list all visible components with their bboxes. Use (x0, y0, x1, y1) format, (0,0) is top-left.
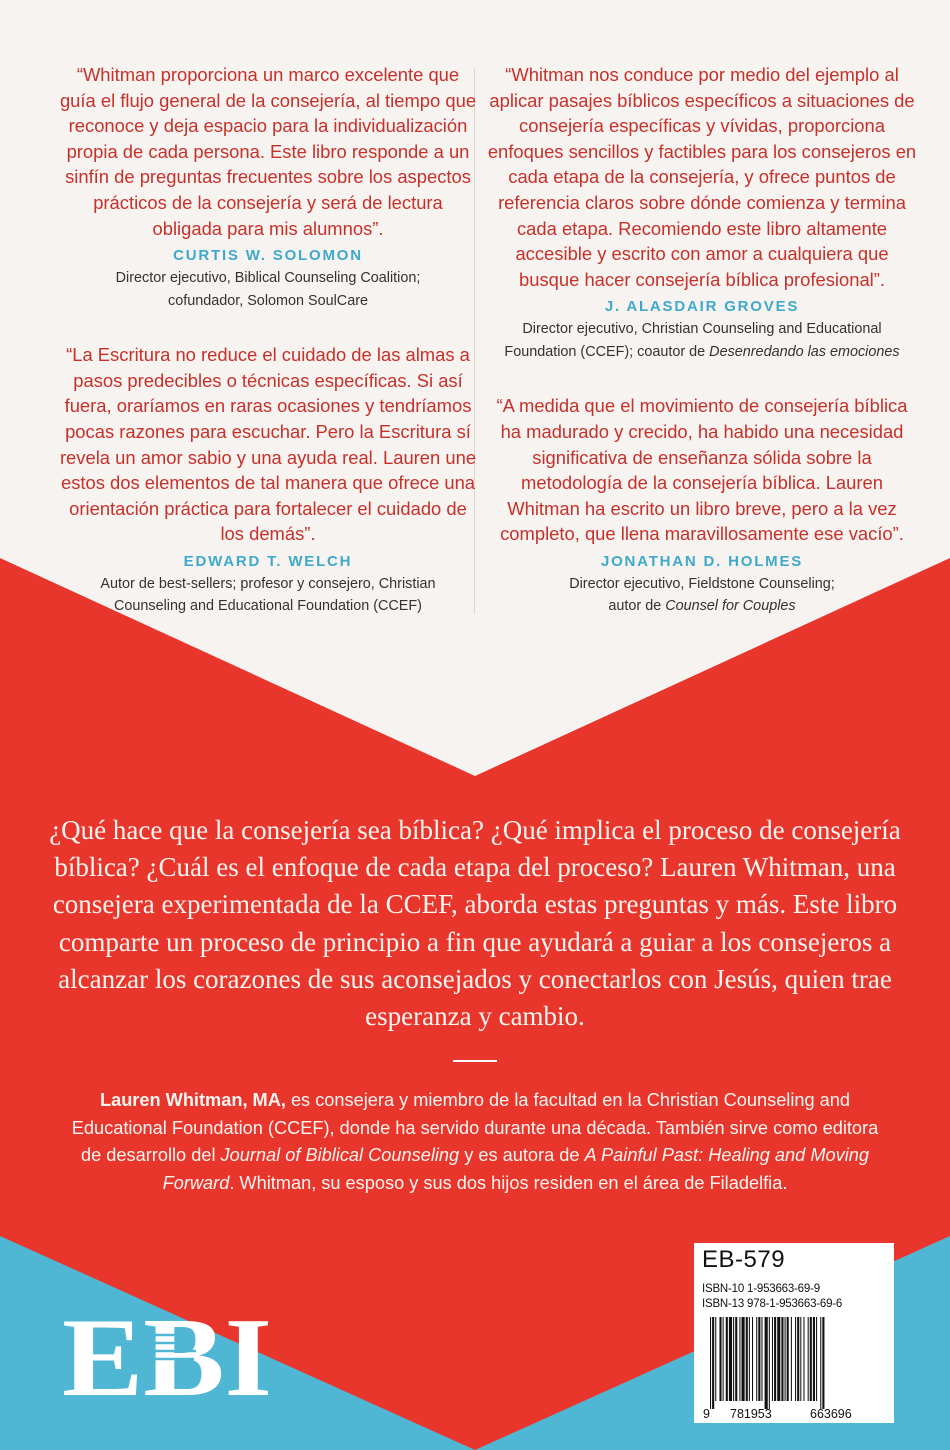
endorsement-welch (58, 342, 478, 618)
barcode-bar (795, 1317, 796, 1401)
product-code: EB-579 (702, 1246, 786, 1273)
endorsement-author: JONATHAN D. HOLMES (600, 552, 804, 570)
barcode-bar (781, 1317, 783, 1401)
barcode-bar (735, 1317, 737, 1401)
endorsement-author: EDWARD T. WELCH (183, 552, 353, 570)
barcode-digit-first: 9 (703, 1407, 710, 1421)
author-name: Lauren Whitman, MA, (99, 1090, 286, 1110)
endorsement-groves (486, 62, 918, 363)
book-description: ¿Qué hace que la consejería sea bíblica? ¿Qué implica el proceso de consejería bíblica? ¿Cuál es el enfoque de cada etapa del proceso? Lauren Whitman, una consejera experimentada de la CCEF, aborda estas preguntas y más. Este libro comparte un proceso de principio a fin que ayudará a guiar a los consejeros a alcanzar los corazones de sus aconsejados y conectarlos con Jesús, quien trae esperanza y cambio. (49, 815, 901, 1032)
barcode-bar (803, 1317, 804, 1401)
barcode-bar (742, 1317, 745, 1401)
barcode-bar (719, 1317, 721, 1401)
barcode-bar (752, 1317, 753, 1401)
endorsement-author: CURTIS W. SOLOMON (173, 247, 363, 265)
barcode-label (694, 1243, 894, 1423)
barcode-bar (813, 1317, 815, 1401)
isbn-10: ISBN-10 1-953663-69-9 (702, 1283, 820, 1295)
author-bio: Lauren Whitman, MA, es consejera y miembro de la facultad en la Christian Counseling and Educational Foundation (CCEF), donde ha servido durante una década. También sirve como editora de desarrollo del Journal of Biblical Counseling y es autora de A Painful Past: Healing and Moving Forward. Whitman, su esposo y sus dos hijos residen en el área de Filadelfia. (71, 1090, 879, 1193)
barcode-bar (739, 1317, 740, 1401)
barcode-digits-group2: 663696 (810, 1407, 852, 1421)
barcode-bar (758, 1317, 760, 1401)
barcode-digits-group1: 781953 (730, 1407, 772, 1421)
barcode-bar (715, 1317, 716, 1401)
ebi-publisher-logo (62, 1295, 272, 1405)
endorsement-solomon (58, 62, 478, 312)
barcode-bar (772, 1317, 773, 1401)
barcode-bar (726, 1317, 728, 1401)
barcode-bar (746, 1317, 748, 1401)
barcode-bar (791, 1317, 792, 1401)
barcode-bar (733, 1317, 734, 1401)
endorsements-right-column (486, 62, 918, 640)
barcode-bar (822, 1317, 824, 1409)
endorsement-quote: “Whitman proporciona un marco excelente que guía el flujo general de la consejería, al tiempo que reconoce y deja espacio para la individualización propia de cada persona. Este libro responde a un sinfín de preguntas frecuentes sobre los aspectos prácticos de la consejería y será de lectura obligada para mis alumnos”. (59, 64, 477, 239)
barcode-bar (816, 1317, 817, 1401)
barcode-bar (710, 1317, 711, 1409)
endorsement-quote: “La Escritura no reduce el cuidado de las almas a pasos predecibles o técnicas específicas. Si así fuera, oraríamos en raras ocasiones y tendríamos pocas razones para escuchar. Pero la Escritura sí revela un amor sabio y una ayuda real. Lauren une estos dos elementos de tal manera que ofrece una orientación práctica para fortalecer el cuidado de los demás”. (59, 344, 477, 545)
barcode-bar (712, 1317, 714, 1409)
endorsement-author: J. ALASDAIR GROVES (604, 298, 800, 316)
isbn-13: ISBN-13 978-1-953663-69-6 (702, 1298, 843, 1310)
barcode-bar (774, 1317, 776, 1401)
barcode-bar (756, 1317, 757, 1401)
endorsement-role: Director ejecutivo, Christian Counseling and Educational Foundation (CCEF); coautor de Desenredando las emociones (504, 321, 900, 360)
barcode-bar (777, 1317, 780, 1401)
endorsement-quote: “Whitman nos conduce por medio del ejemplo al aplicar pasajes bíblicos específicos a situaciones de consejería específicas y vívidas, proporciona enfoques sencillos y factibles para los consejeros en cada etapa de la consejería, y ofrece puntos de referencia claros sobre dónde comienza y termina cada etapa. Recomiendo este libro altamente accesible y escrito con amor a cualquiera que busque hacer consejería bíblica profesional”. (487, 64, 917, 290)
barcode-bar (797, 1317, 799, 1401)
endorsement-role: Director ejecutivo, Biblical Counseling Coalition; cofundador, Solomon SoulCare (115, 270, 421, 309)
barcode-bar (765, 1317, 768, 1409)
barcode-bar (749, 1317, 750, 1401)
barcode-bar (808, 1317, 809, 1401)
endorsement-holmes (486, 393, 918, 618)
endorsement-quote: “A medida que el movimiento de consejería bíblica ha madurado y crecido, ha habido una necesidad significativa de enseñanza sólida sobre la metodología de la consejería bíblica. Lauren Whitman ha escrito un libro breve, pero a la vez completo, que llena maravillosamente ese vacío”. (496, 395, 908, 545)
endorsement-role: Autor de best-sellers; profesor y consejero, Christian Counseling and Educational Foundation (CCEF) (100, 575, 436, 615)
barcode-bars (700, 1317, 888, 1409)
barcode-bar (729, 1317, 732, 1401)
barcode-bar (800, 1317, 801, 1401)
endorsement-role: Director ejecutivo, Fieldstone Counseling; autor de Counsel for Couples (569, 575, 835, 615)
separator-rule (453, 1060, 497, 1062)
barcode-bar (820, 1317, 821, 1409)
barcode-bar (723, 1317, 724, 1401)
barcode-bar (769, 1317, 770, 1409)
barcode-bar (787, 1317, 789, 1401)
barcode-bar (785, 1317, 786, 1401)
barcode-bar (810, 1317, 812, 1401)
endorsements-left-column (58, 62, 478, 640)
barcode-bar (761, 1317, 762, 1401)
logo-text: EBI (62, 1296, 272, 1405)
